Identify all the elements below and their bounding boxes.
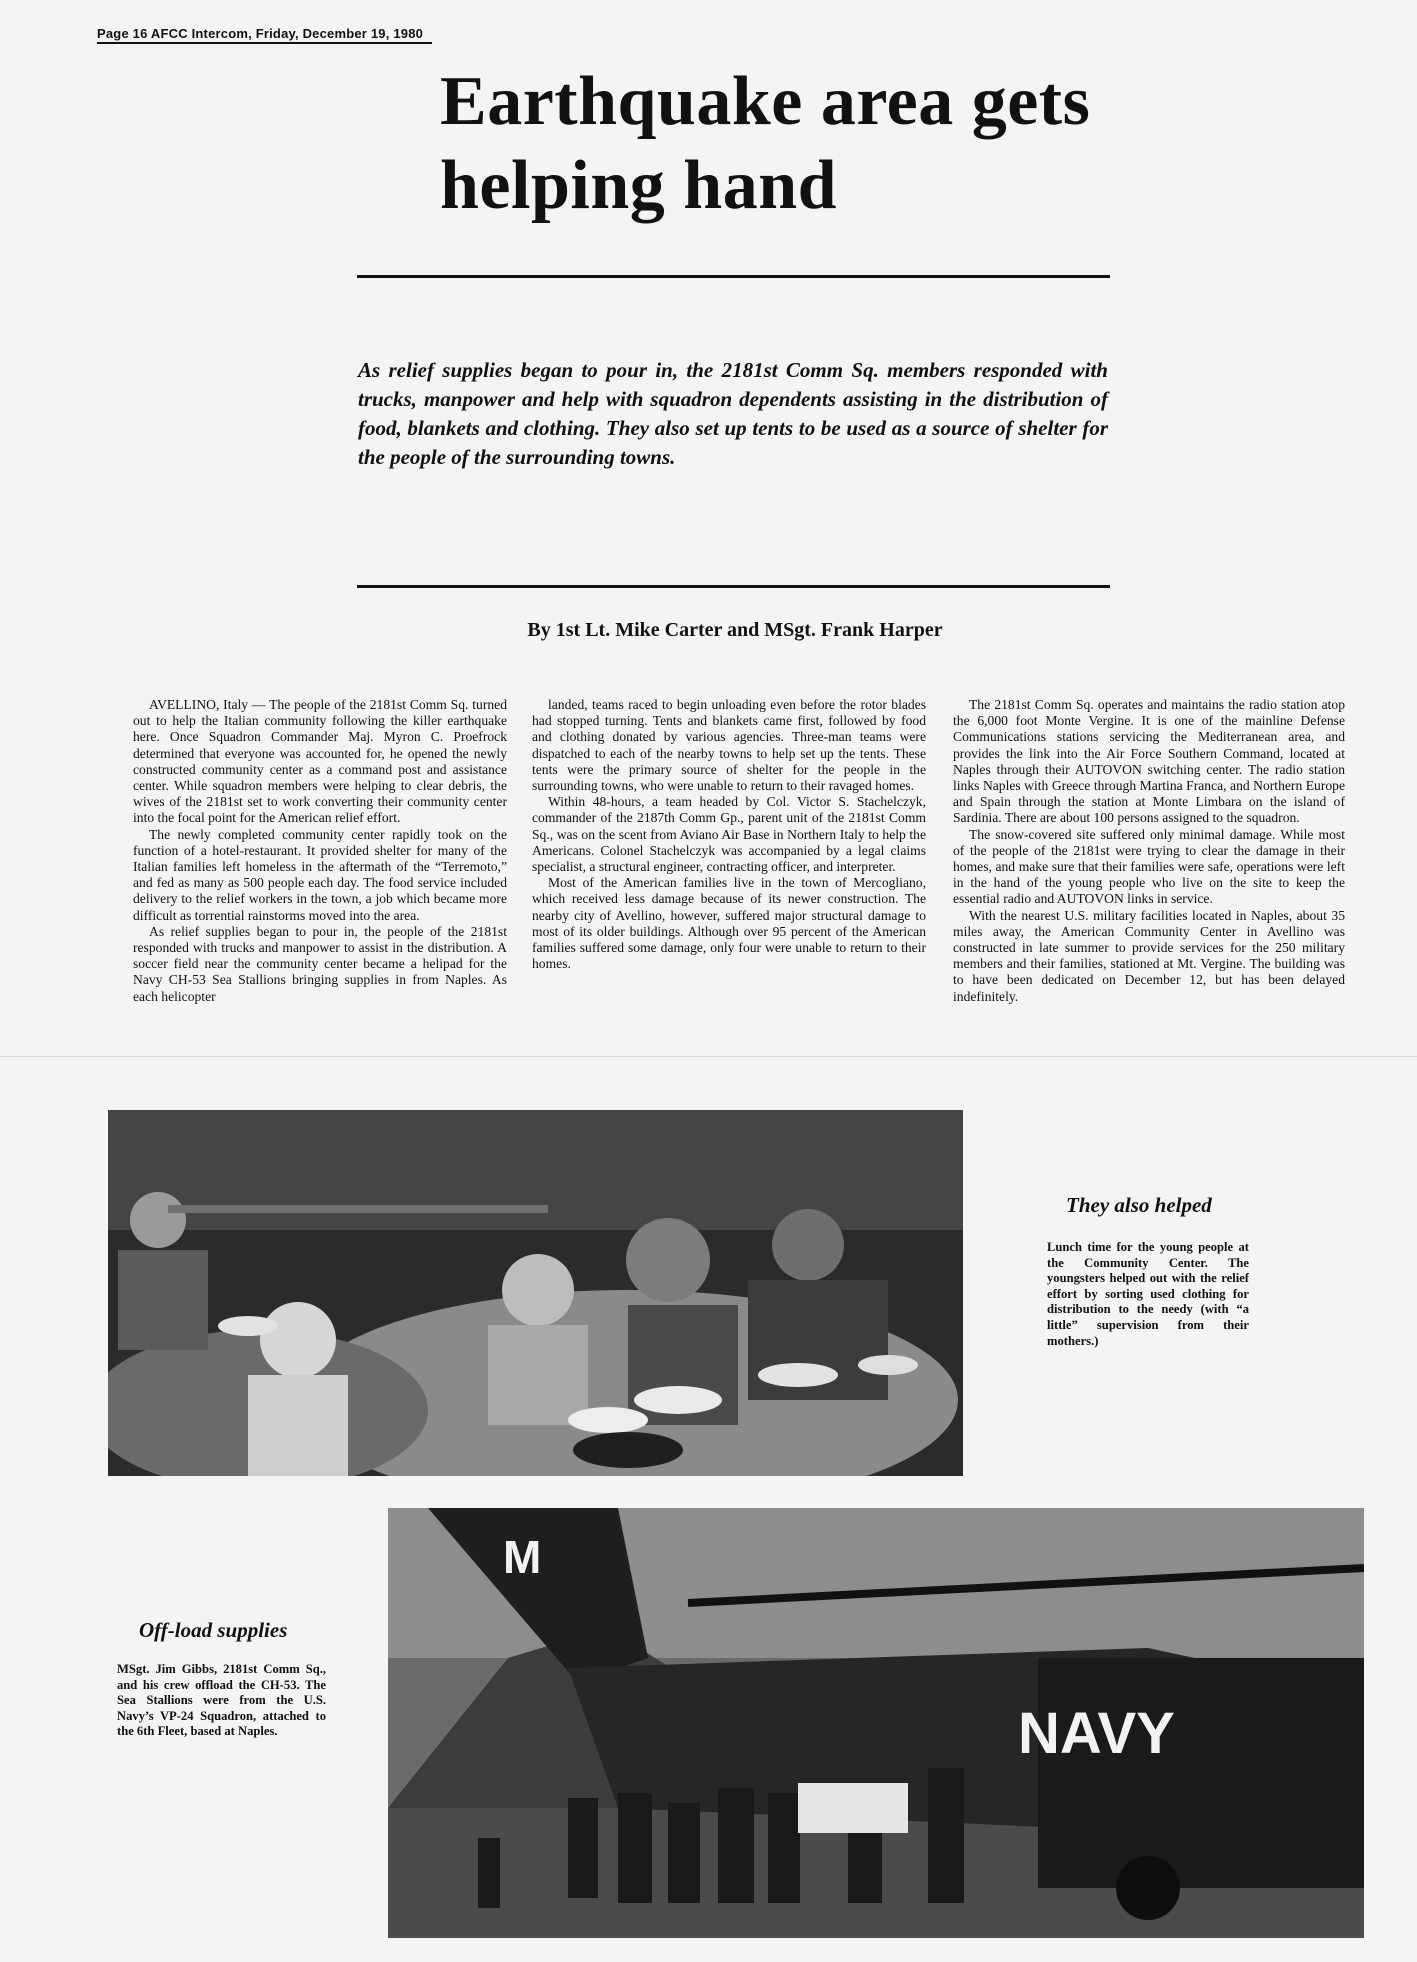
- tail-marking: M: [503, 1531, 542, 1583]
- paragraph: With the nearest U.S. military facilities located in Naples, about 35 miles away, the American Community Center in Avellino was constructed in late summer to provide services for the 250 military members and their families, stationed at Mt. Vergine. The building was to have been dedicated on December 12, but has been delayed indefinitely.: [953, 907, 1345, 1004]
- page-folio: Page 16 AFCC Intercom, Friday, December 19, 1980: [97, 26, 424, 41]
- headline: Earthquake area gets helping hand: [440, 63, 1091, 224]
- scan-edge: [0, 1056, 1417, 1057]
- helicopter-photo: [388, 1508, 1364, 1938]
- paragraph: Within 48-hours, a team headed by Col. Victor S. Stachelczyk, commander of the 2187th Comm Gp., parent unit of the 2181st Comm Sq., was on the scent from Aviano Air Base in Northern Italy to help the Americans. Colonel Stachelczyk was accompanied by a legal claims specialist, a structural engineer, contracting officer, and interpreter.: [532, 794, 926, 875]
- paragraph: The 2181st Comm Sq. operates and maintains the radio station atop the 6,000 foot Monte Vergine. It is one of the mainline Defense Communications stations servicing the Mediterranean area, and provides the link into the Air Force Southern Command, located at Naples through their AUTOVON switching center. The radio station links Naples with Greece through Martina Franca, and Northern Europe and Spain through the station at Monte Limbara on the island of Sardinia. There are about 100 persons assigned to the squadron.: [953, 697, 1345, 826]
- deck-summary: As relief supplies began to pour in, the 2181st Comm Sq. members responded with trucks, manpower and help with squadron dependents assisting in the distribution of food, blankets and clothing. They also set up tents to be used as a source of shelter for the people of the surrounding towns.: [358, 358, 1108, 469]
- deck-rule: [357, 585, 1110, 588]
- paragraph: The snow-covered site suffered only minimal damage. While most of the people of the 2181st were trying to clear the damage in their homes, and make sure that their families were safe, operations were left in the hand of the young people who live on the site to keep the essential radio and AUTOVON links in service.: [953, 826, 1345, 907]
- byline: By 1st Lt. Mike Carter and MSgt. Frank Harper: [527, 619, 943, 641]
- fuselage-marking: NAVY: [1018, 1701, 1175, 1766]
- article-column-1: [133, 697, 507, 1005]
- photo2-caption-title: Off-load supplies: [139, 1618, 288, 1642]
- headline-rule: [357, 275, 1110, 278]
- paragraph: As relief supplies began to pour in, the people of the 2181st responded with trucks and manpower to assist in the distribution. A soccer field near the community center became a helipad for the Navy CH-53 Sea Stallions bringing supplies in from Naples. As each helicopter: [133, 923, 507, 1004]
- photo1-caption-title: They also helped: [1066, 1193, 1212, 1217]
- paragraph: Most of the American families live in the town of Mercogliano, which received less damage because of its newer construction. The nearby city of Avellino, however, suffered major structural damage to most of its older buildings. Although over 95 percent of the American families suffered some damage, only four were unable to return to their homes.: [532, 875, 926, 972]
- paragraph: landed, teams raced to begin unloading even before the rotor blades had stopped turning. Tents and blankets came first, followed by food and clothing donated by various agencies. Three-man teams were dispatched to each of the nearby towns to help set up the tents. These tents were the primary source of shelter for the people in the surrounding towns, who were unable to return to their ravaged homes.: [532, 697, 926, 794]
- photo1-caption: Lunch time for the young people at the Community Center. The youngsters helped out with the relief effort by sorting used clothing for distribution to the needy (with “a little” supervision from their mothers.): [1047, 1240, 1249, 1348]
- photo2-caption: MSgt. Jim Gibbs, 2181st Comm Sq., and his crew offload the CH-53. The Sea Stallions were from the U.S. Navy’s VP-24 Squadron, attached to the 6th Fleet, based at Naples.: [117, 1662, 326, 1739]
- paragraph: The newly completed community center rapidly took on the function of a hotel-restaurant. It provided shelter for many of the Italian families left homeless in the aftermath of the “Terremoto,” and fed as many as 500 people each day. The food service included delivery to the relief workers in the town, a job which became more difficult as torrential rainstorms moved into the area.: [133, 826, 507, 923]
- article-column-2: [532, 697, 926, 972]
- folio-rule: [97, 42, 432, 44]
- lunch-photo: [108, 1110, 963, 1476]
- article-column-3: [953, 697, 1345, 1005]
- paragraph: AVELLINO, Italy — The people of the 2181st Comm Sq. turned out to help the Italian community following the killer earthquake here. Once Squadron Commander Maj. Myron C. Proefrock determined that everyone was accounted for, he opened the newly constructed community center as a command post and assistance center. While squadron members were helping to clear debris, the wives of the 2181st set to work converting their community center into the focal point for the American relief effort.: [133, 697, 507, 826]
